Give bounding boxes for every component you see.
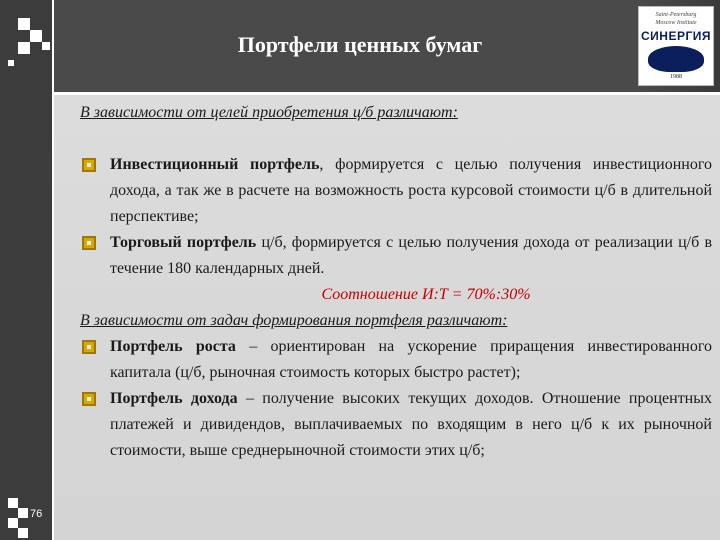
decor-square (8, 498, 18, 508)
slide-title: Портфели ценных бумаг (237, 32, 483, 57)
term-investment: Инвестиционный портфель (110, 156, 320, 173)
slide-content (80, 98, 712, 464)
term-trading: Торговый портфель (110, 234, 257, 251)
logo-year: 1988 (670, 74, 682, 80)
left-bar (0, 0, 52, 540)
desc-income: – получение высоких текущих доходов. Отношение процентных платежей и дивидендов, выплачиваемых по входящим в него ц/б к их рыночной стоимости, выше среднерыночной стоимости этих ц/б; (110, 390, 712, 459)
term-growth: Портфель роста (110, 338, 236, 355)
section2-heading: В зависимости от задач формирования портфеля различают: (80, 312, 508, 329)
logo-tagline-2: Moscow Institute (655, 20, 697, 26)
list-item-trading (80, 230, 712, 282)
decor-square (18, 42, 30, 54)
decor-square (18, 18, 30, 30)
checkbox-bullet-icon (82, 236, 96, 250)
decor-square (42, 42, 50, 50)
decor-square (8, 518, 18, 528)
list-item-income (80, 386, 712, 464)
list-item-growth (80, 334, 712, 386)
logo-emblem (648, 46, 704, 72)
page-number: 76 (30, 508, 43, 520)
divider-vertical (52, 0, 54, 540)
logo-name: СИНЕРГИЯ (640, 29, 712, 43)
desc-growth: – ориентирован на ускорение приращения инвестированного капитала (ц/б, рыночная стоимость которых быстро растет); (110, 338, 713, 381)
divider-horizontal (52, 92, 720, 95)
checkbox-bullet-icon (82, 340, 96, 354)
decor-square (8, 60, 14, 66)
decor-square (18, 528, 28, 538)
logo-tagline-1: Saint-Petersburg (655, 12, 697, 18)
decor-square (30, 30, 42, 42)
decor-square (18, 508, 28, 518)
desc-trading: ц/б, формируется с целью получения дохода от реализации ц/б в течение 180 календарных дней. (110, 234, 713, 277)
checkbox-bullet-icon (82, 158, 96, 172)
section1-heading: В зависимости от целей приобретения ц/б различают: (80, 104, 458, 121)
checkbox-bullet-icon (82, 392, 96, 406)
synergy-logo (638, 6, 714, 86)
ratio-text: Соотношение И:Т = 70%:30% (321, 286, 531, 303)
list-item-investment (80, 152, 712, 230)
term-income: Портфель дохода (110, 390, 238, 407)
desc-investment: , формируется с целью получения инвестиционного дохода, а так же в расчете на возможность роста курсовой стоимости ц/б в длительной перспективе; (110, 156, 712, 225)
